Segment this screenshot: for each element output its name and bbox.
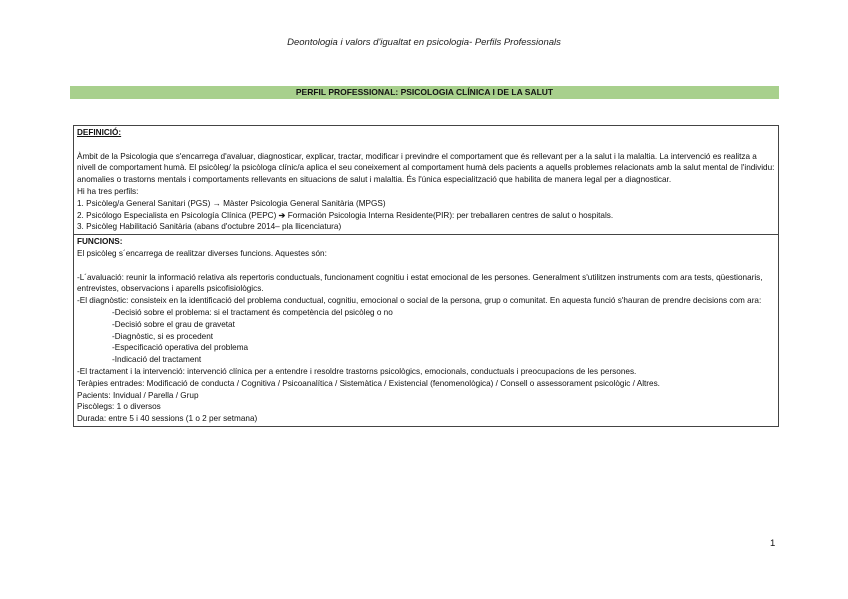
profile-item bbox=[77, 221, 775, 233]
profile-title-bar: PERFIL PROFESSIONAL: PSICOLOGIA CLÍNICA I DE LA SALUT bbox=[70, 86, 779, 99]
profiles-intro: Hi ha tres perfils: bbox=[77, 186, 139, 196]
profile-training: Formación Psicologia Interna Residente(PIR): per treballaren centres de salut o hospitals. bbox=[287, 210, 614, 220]
profile-name: 3. Psicòleg Habilitació Sanitària (abans d'octubre 2014– pla llicenciatura) bbox=[77, 222, 342, 232]
decision-item: -Indicació del tractament bbox=[112, 355, 202, 365]
profile-name: 1. Psicòleg/a General Sanitari (PGS) bbox=[77, 198, 211, 208]
terapies-text: Teràpies entrades: Modificació de conducta / Cognitiva / Psicoanalítica / Sistemàtica / Existencial (fenomenològica) / Consell o assessorament psicològic / Altres. bbox=[77, 378, 660, 388]
definicio-cell bbox=[74, 126, 778, 234]
arrow-icon: ➔ bbox=[278, 210, 286, 220]
definicio-heading: DEFINICIÓ: bbox=[77, 128, 122, 137]
funcions-cell bbox=[74, 234, 778, 426]
funcions-intro: El psicòleg s´encarrega de realitzar diverses funcions. Aquestes són: bbox=[77, 248, 327, 258]
decision-item: -Decisió sobre el grau de gravetat bbox=[112, 319, 235, 329]
page-number: 1 bbox=[770, 538, 776, 549]
funcio-tractament: -El tractament i la intervenció: intervenció clínica per a entendre i resoldre trastorns psicològics, emocionals, conductuals i preocupacions de les persones. bbox=[77, 366, 637, 376]
profile-name: 2. Psicólogo Especialista en Psicología Clínica (PEPC) bbox=[77, 210, 277, 220]
decision-item: -Decisió sobre el problema: si el tractament és competència del psicòleg o no bbox=[112, 307, 393, 317]
psicolegs-text: Piscòlegs: 1 o diversos bbox=[77, 402, 161, 412]
profile-training: Màster Psicologia General Sanitària (MPGS) bbox=[223, 198, 386, 208]
funcio-avaluacio: -L´avaluació: reunir la informació relativa als repertoris conductuals, funcionament cognitiu i estat emocional de les persones. Generalment s'utilitzen instruments com ara tests, qüestionaris, entrevistes, observacions i aparells psicofisiològics. bbox=[77, 272, 763, 294]
funcio-diagnostic: -El diagnòstic: consisteix en la identificació del problema conductual, cognitiu, emocional o social de la persona, grup o comunitat. En aquesta funció s'hauran de prendre decisions com ara: bbox=[77, 296, 762, 306]
definicio-paragraph: Àmbit de la Psicologia que s'encarrega d'avaluar, diagnosticar, explicar, tractar, modificar i previndre el comportament que és rellevant per a la salut i la malaltia. La intervenció es realitza a nivell de comportament humà. El psicòleg/ la psicòloga clínic/a aplica el seu coneixement al comportament humà dels pacients a aquells problemes relacionats amb la salut mental de l'individu: anomalies o trastorns mentals i comportaments rellevants en situacions de salut i malaltia. És l'única especialització que habilita de manera legal per a diagnosticar. bbox=[77, 151, 775, 185]
content-table bbox=[73, 125, 779, 427]
decision-item: -Especificació operativa del problema bbox=[112, 343, 249, 353]
decision-item: -Diagnòstic, si es procedent bbox=[112, 331, 214, 341]
profile-item bbox=[77, 210, 775, 222]
pacients-text: Pacients: Invidual / Parella / Grup bbox=[77, 390, 199, 400]
profile-item bbox=[77, 198, 775, 210]
funcions-heading: FUNCIONS: bbox=[77, 237, 123, 247]
durada-text: Durada: entre 5 i 40 sessions (1 o 2 per setmana) bbox=[77, 414, 258, 424]
document-header: Deontologia i valors d'igualtat en psicologia- Perfils Professionals bbox=[287, 37, 561, 48]
arrow-icon: → bbox=[212, 198, 221, 208]
